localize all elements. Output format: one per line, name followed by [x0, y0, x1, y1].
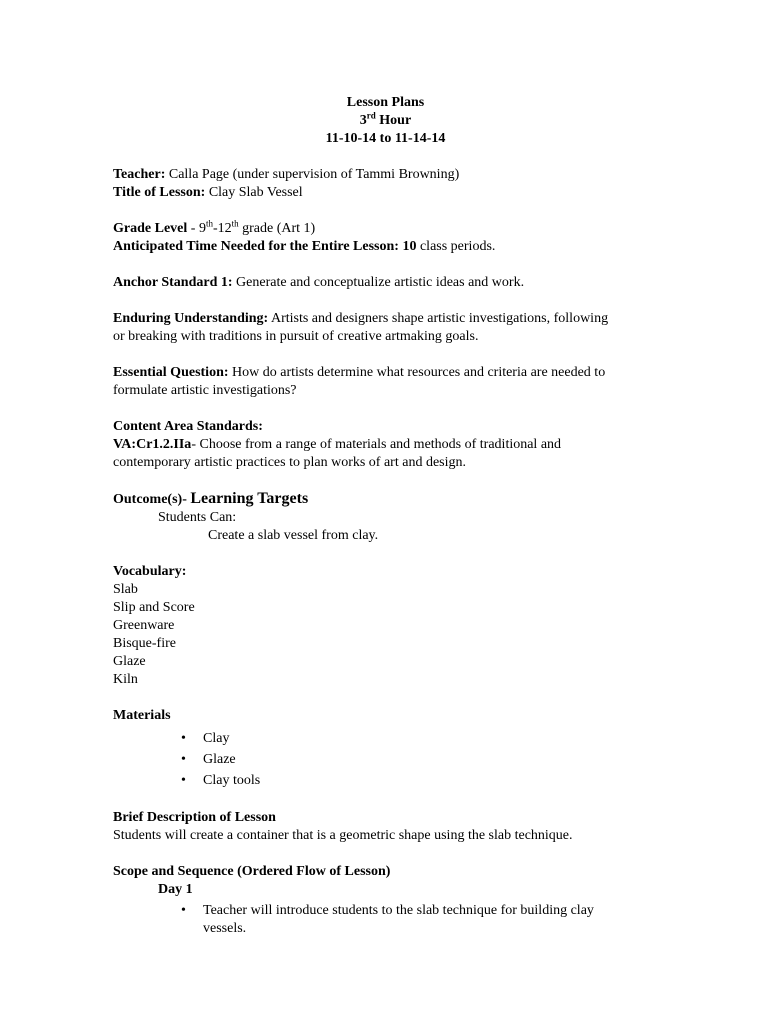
materials-item	[113, 749, 658, 770]
anchor-standard-value: Generate and conceptualize artistic ideas and work.	[236, 275, 525, 290]
students-can: Students Can:	[158, 510, 237, 525]
essential-label: Essential Question:	[113, 365, 229, 380]
anchor-standard-line	[113, 274, 658, 292]
bullet-icon: •	[181, 903, 186, 918]
grade-from-suffix: th	[205, 218, 213, 229]
teacher-label: Teacher:	[113, 167, 166, 182]
bullet-icon: •	[181, 773, 186, 788]
grade-dash: -	[212, 221, 218, 236]
grade-level-label: Grade Level	[113, 221, 188, 236]
scope-item-line2: vessels.	[203, 921, 247, 936]
grade-to: 12	[217, 221, 232, 236]
hour-word: Hour	[379, 113, 412, 128]
vocab-item: Greenware	[113, 618, 175, 633]
vocab-item: Slab	[113, 582, 138, 597]
enduring-label: Enduring Understanding:	[113, 311, 269, 326]
standard-code: VA:Cr1.2.IIa	[113, 437, 192, 452]
materials-item-label: Glaze	[203, 752, 236, 767]
outcomes-section	[113, 490, 658, 545]
doc-title: Lesson Plans	[346, 95, 425, 110]
essential-line2: formulate artistic investigations?	[113, 383, 297, 398]
materials-item-label: Clay	[203, 731, 230, 746]
vocabulary-section	[113, 563, 658, 689]
vocab-item: Slip and Score	[113, 600, 195, 615]
hour-line	[113, 112, 658, 130]
time-needed-line	[113, 238, 658, 256]
lesson-plan-body	[113, 94, 658, 938]
scope-sequence-section	[113, 863, 658, 938]
grade-separator: -	[187, 221, 199, 236]
grade-from: 9	[198, 221, 206, 236]
essential-line1: How do artists determine what resources and criteria are needed to	[232, 365, 606, 380]
materials-list	[113, 728, 658, 791]
enduring-understanding	[113, 310, 658, 346]
anchor-standard-label: Anchor Standard 1:	[113, 275, 233, 290]
grade-rest: grade (Art 1)	[242, 221, 316, 236]
enduring-line1: Artists and designers shape artistic investigations, following	[270, 311, 609, 326]
materials-heading: Materials	[113, 708, 171, 723]
lesson-title-label: Title of Lesson:	[113, 185, 206, 200]
standard-line2: contemporary artistic practices to plan works of art and design.	[113, 455, 466, 470]
teacher-value: Calla Page (under supervision of Tammi Browning)	[168, 167, 460, 182]
scope-heading: Scope and Sequence (Ordered Flow of Lesson)	[113, 864, 391, 879]
vocab-item: Kiln	[113, 672, 138, 687]
time-needed-label: Anticipated Time Needed for the Entire Lesson:	[113, 239, 399, 254]
time-needed-rest: class periods.	[419, 239, 496, 254]
hour-number: 3	[359, 113, 367, 128]
enduring-line2: or breaking with traditions in pursuit of creative artmaking goals.	[113, 329, 479, 344]
grade-to-suffix: th	[231, 218, 239, 229]
bullet-icon: •	[181, 752, 186, 767]
day-heading: Day 1	[158, 882, 193, 897]
scope-item	[113, 902, 658, 938]
essential-question	[113, 364, 658, 400]
learning-target-item: Create a slab vessel from clay.	[208, 528, 379, 543]
materials-item-label: Clay tools	[203, 773, 261, 788]
date-range: 11-10-14 to 11-14-14	[325, 131, 446, 146]
brief-description-section	[113, 809, 658, 845]
bullet-icon: •	[181, 731, 186, 746]
vocab-item: Bisque-fire	[113, 636, 176, 651]
vocab-item: Glaze	[113, 654, 146, 669]
outcomes-label: Outcome(s)-	[113, 492, 187, 507]
standard-line1: - Choose from a range of materials and methods of traditional and	[191, 437, 562, 452]
scope-item-line1: Teacher will introduce students to the slab technique for building clay	[203, 903, 594, 918]
content-area-standards	[113, 418, 658, 472]
materials-item	[113, 770, 658, 791]
teacher-line	[113, 166, 658, 184]
learning-targets-label: Learning Targets	[190, 490, 309, 507]
materials-item	[113, 728, 658, 749]
time-needed-number: 10	[402, 239, 417, 254]
lesson-title-line	[113, 184, 658, 202]
lesson-title-value: Clay Slab Vessel	[208, 185, 303, 200]
brief-heading: Brief Description of Lesson	[113, 810, 276, 825]
hour-suffix: rd	[366, 110, 376, 121]
grade-level-line	[113, 220, 658, 238]
content-standards-heading: Content Area Standards:	[113, 419, 263, 434]
vocabulary-heading: Vocabulary:	[113, 564, 187, 579]
materials-section	[113, 707, 658, 791]
brief-text: Students will create a container that is a geometric shape using the slab technique.	[113, 828, 573, 843]
